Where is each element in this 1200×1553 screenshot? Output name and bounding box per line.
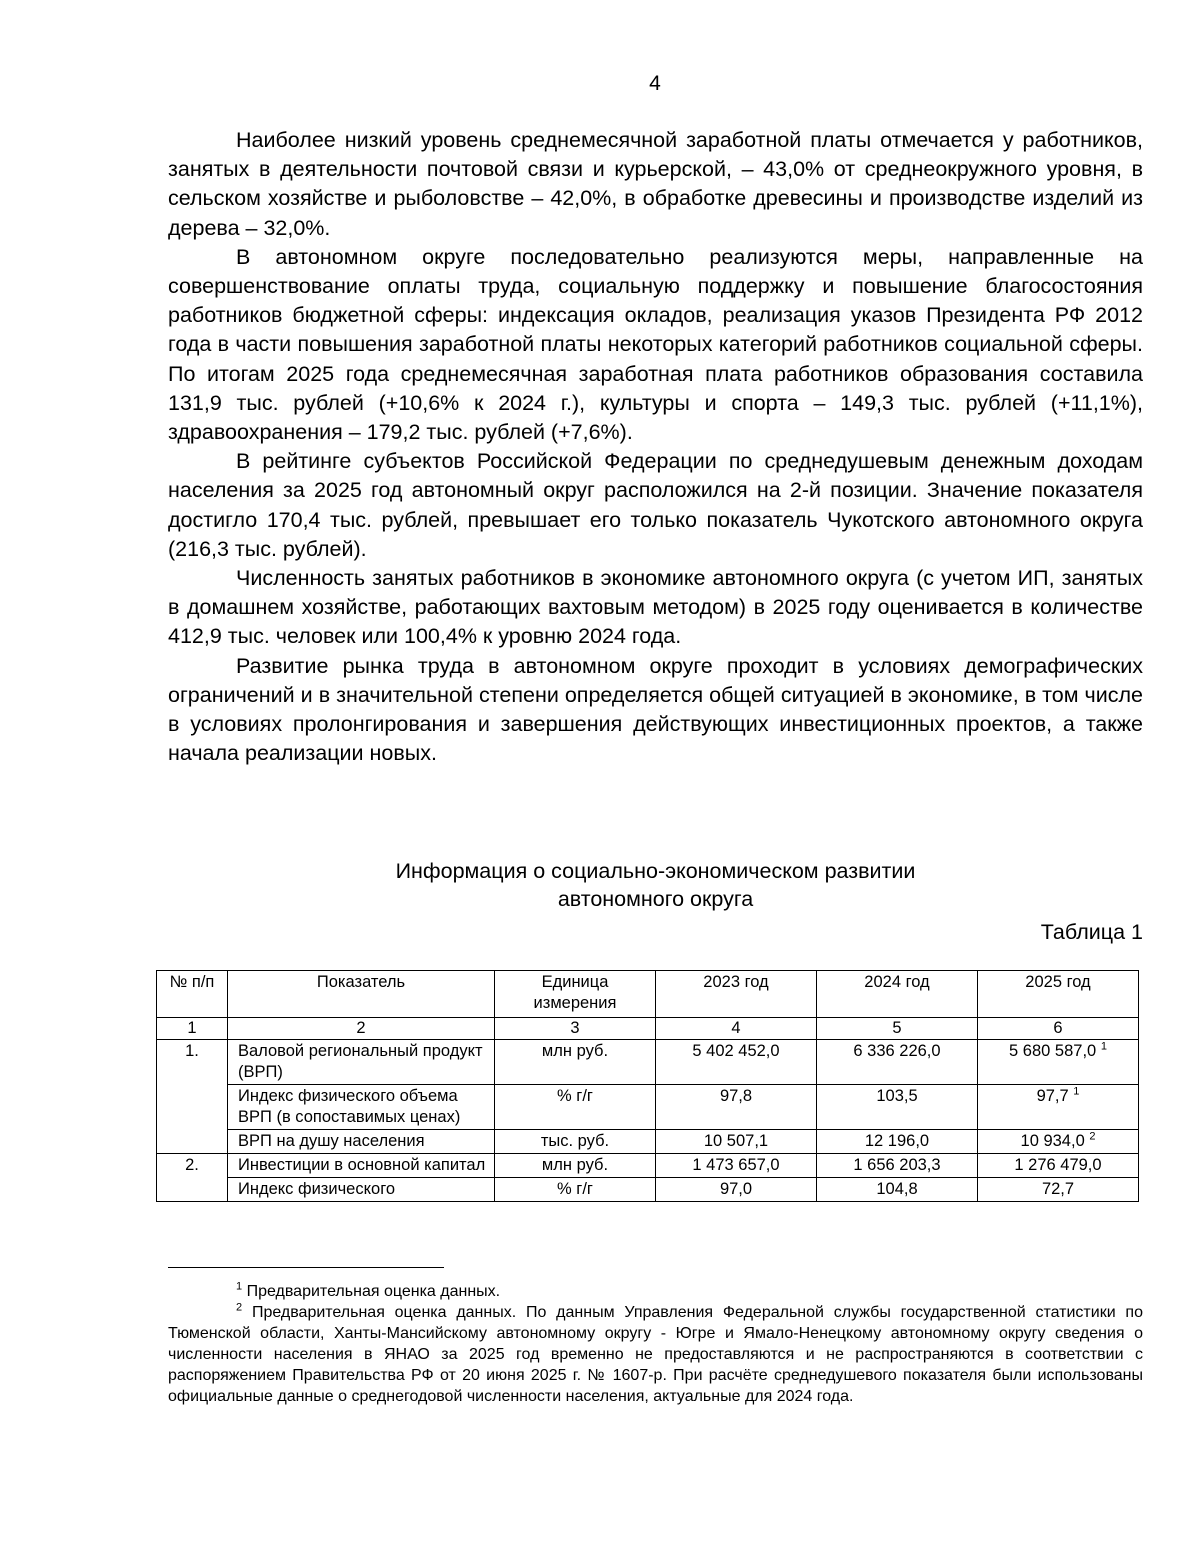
value-2025: 97,7 — [1036, 1087, 1069, 1105]
value-2025: 10 934,0 — [1020, 1132, 1085, 1150]
column-number-cell: 3 — [495, 1018, 656, 1040]
column-number-cell: 4 — [656, 1018, 817, 1040]
paragraph: В рейтинге субъектов Российской Федерации по среднедушевым денежным доходам населения за 2025 год автономный округ расположился на 2-й позиции. Значение показателя достигло 170,4 тыс. рублей, превышает его только показатель Чукотского автономного округа (216,3 тыс. рублей). — [168, 449, 1143, 561]
header-cell: Единица измерения — [495, 971, 656, 1018]
column-number-cell: 1 — [157, 1018, 228, 1040]
footnote-text: Предварительная оценка данных. По данным Управления Федеральной службы государственной статистики по Тюменской области, Ханты-Мансийскому автономному округу - Югре и Ямало-Ненецкому автономному округу сведения о численности населения в ЯНАО за 2025 год временно не предоставляются и не распространяются в соответствии с распоряжением Правительства РФ от 20 июня 2025 г. № 1607-р. При расчёте среднедушевого показателя были использованы официальные данные о среднегодовой численности населения, актуальные для 2024 года. — [168, 1304, 1143, 1405]
header-cell: 2024 год — [817, 971, 978, 1018]
value-2025: 5 680 587,0 — [1009, 1042, 1097, 1060]
column-number-cell: 6 — [978, 1018, 1139, 1040]
table-row — [157, 1154, 1139, 1178]
value-cell-2024: 12 196,0 — [817, 1130, 978, 1154]
table-row — [157, 1178, 1139, 1202]
paragraph: Наиболее низкий уровень среднемесячной заработной платы отмечается у работников, занятых в деятельности почтовой связи и курьерской, – 43,0% от среднеокружного уровня, в сельском хозяйстве и рыболовстве – 42,0%, в обработке древесины и производстве изделий из дерева – 32,0%. — [168, 128, 1143, 240]
indicator-cell: ВРП на душу населения — [228, 1130, 495, 1154]
value-cell-2024: 103,5 — [817, 1085, 978, 1130]
table-caption-line: автономного округа — [557, 887, 754, 911]
column-number-cell: 2 — [228, 1018, 495, 1040]
table-number: Таблица 1 — [1040, 920, 1143, 944]
footnote — [168, 1281, 1143, 1302]
value-cell-2023: 1 473 657,0 — [656, 1154, 817, 1178]
row-number-cell: 1. — [157, 1040, 228, 1154]
value-cell-2025 — [978, 1040, 1139, 1085]
header-cell: № п/п — [157, 971, 228, 1018]
footnote-mark: 1 — [236, 1280, 243, 1293]
unit-cell: % г/г — [495, 1178, 656, 1202]
table-caption — [168, 857, 1143, 913]
header-cell: 2025 год — [978, 971, 1139, 1018]
value-cell-2024: 6 336 226,0 — [817, 1040, 978, 1085]
header-cell: Показатель — [228, 971, 495, 1018]
footnote-text: Предварительная оценка данных. — [246, 1283, 501, 1300]
value-cell-2023: 97,8 — [656, 1085, 817, 1130]
paragraph: Развитие рынка труда в автономном округе проходит в условиях демографических ограничений и в значительной степени определяется общей ситуацией в экономике, в том числе в условиях пролонгирования и завершения действующих инвестиционных проектов, а также начала реализации новых. — [168, 653, 1143, 766]
footnote — [168, 1302, 1143, 1407]
indicator-cell: Индекс физического объема ВРП (в сопоставимых ценах) — [228, 1085, 495, 1130]
table-row — [157, 1085, 1139, 1130]
value-cell-2023: 97,0 — [656, 1178, 817, 1202]
body-text — [168, 126, 1143, 768]
footnote-ref: 2 — [1089, 1130, 1096, 1143]
value-cell-2025: 72,7 — [978, 1178, 1139, 1202]
row-number-cell: 2. — [157, 1154, 228, 1202]
footnote-separator — [168, 1267, 444, 1268]
table-row — [157, 1130, 1139, 1154]
value-cell-2024: 1 656 203,3 — [817, 1154, 978, 1178]
table-row — [157, 1040, 1139, 1085]
value-cell-2025 — [978, 1130, 1139, 1154]
indicator-cell: Валовой региональный продукт (ВРП) — [228, 1040, 495, 1085]
unit-cell: тыс. руб. — [495, 1130, 656, 1154]
value-cell-2025 — [978, 1085, 1139, 1130]
paragraph: В автономном округе последовательно реализуются меры, направленные на совершенствование оплаты труда, социальную поддержку и повышение благосостояния работников бюджетной сферы: индексация окладов, реализация указов Президента РФ 2012 года в части повышения заработной платы некоторых категорий работников социальной сферы. По итогам 2025 года среднемесячная заработная плата работников образования составила 131,9 тыс. рублей (+10,6% к 2024 г.), культуры и спорта – 149,3 тыс. рублей (+11,1%), здравоохранения – 179,2 тыс. рублей (+7,6%). — [168, 244, 1143, 445]
data-table — [156, 970, 1139, 1202]
indicator-cell: Инвестиции в основной капитал — [228, 1154, 495, 1178]
column-number-row — [157, 1018, 1139, 1040]
unit-cell: млн руб. — [495, 1040, 656, 1085]
page-number: 4 — [649, 72, 661, 95]
footnote-mark: 2 — [236, 1301, 243, 1314]
value-cell-2024: 104,8 — [817, 1178, 978, 1202]
value-cell-2023: 10 507,1 — [656, 1130, 817, 1154]
unit-cell: % г/г — [495, 1085, 656, 1130]
indicator-cell: Индекс физического — [228, 1178, 495, 1202]
header-cell: 2023 год — [656, 971, 817, 1018]
column-number-cell: 5 — [817, 1018, 978, 1040]
value-cell-2025: 1 276 479,0 — [978, 1154, 1139, 1178]
table-header-row — [157, 971, 1139, 1018]
value-cell-2023: 5 402 452,0 — [656, 1040, 817, 1085]
paragraph: Численность занятых работников в экономике автономного округа (с учетом ИП, занятых в домашнем хозяйстве, работающих вахтовым методом) в 2025 году оценивается в количестве 412,9 тыс. человек или 100,4% к уровню 2024 года. — [168, 566, 1143, 649]
unit-cell: млн руб. — [495, 1154, 656, 1178]
footnote-ref: 1 — [1100, 1040, 1107, 1053]
table-caption-line: Информация о социально-экономическом развитии — [395, 859, 916, 883]
footnotes — [168, 1281, 1143, 1407]
footnote-ref: 1 — [1073, 1085, 1080, 1098]
